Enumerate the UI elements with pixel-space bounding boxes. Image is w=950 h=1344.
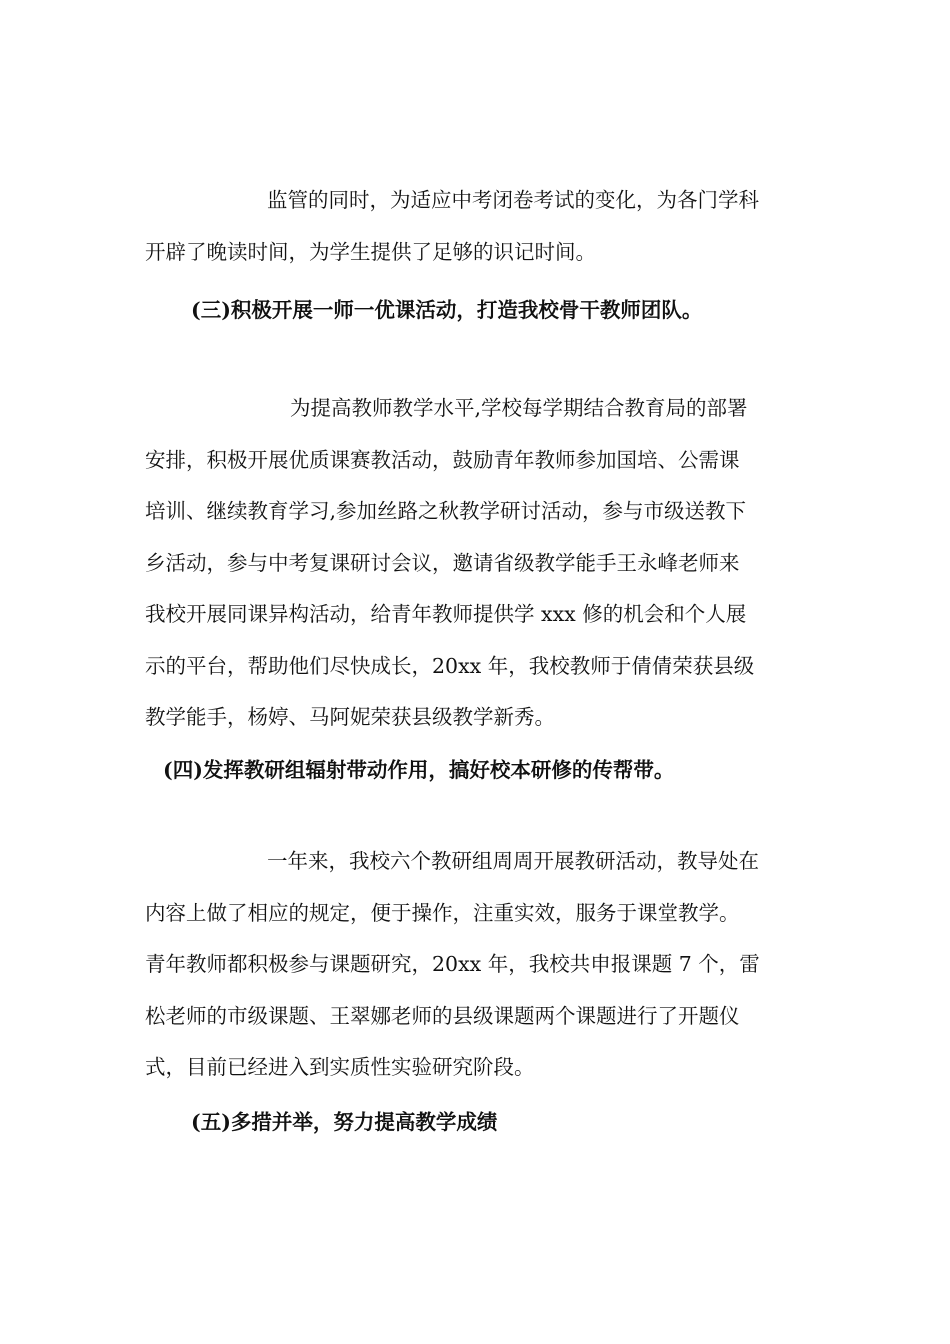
paragraph-line: 安排，积极开展优质课赛教活动，鼓励青年教师参加国培、公需课 bbox=[145, 447, 740, 472]
paragraph-line: 内容上做了相应的规定，便于操作，注重实效，服务于课堂教学。 bbox=[145, 900, 740, 925]
paragraph-line: 示的平台，帮助他们尽快成长，20xx 年，我校教师于倩倩荣获县级 bbox=[145, 653, 755, 678]
paragraph-1 bbox=[145, 175, 807, 278]
section-heading-4: (四)发挥教研组辐射带动作用，搞好校本研修的传帮带。 bbox=[163, 758, 675, 782]
paragraph-line: 青年教师都积极参与课题研究，20xx 年，我校共申报课题 7 个，雷 bbox=[145, 952, 760, 976]
paragraph-line: 为提高教师教学水平,学校每学期结合教育局的部署 bbox=[290, 396, 748, 420]
section-heading-3: (三)积极开展一师一优课活动，打造我校骨干教师团队。 bbox=[191, 298, 703, 322]
paragraph-line: 教学能手，杨婷、马阿妮荣获县级教学新秀。 bbox=[145, 705, 555, 729]
paragraph-line: 我校开展同课异构活动，给青年教师提供学 xxx 修的机会和个人展 bbox=[145, 602, 747, 626]
paragraph-line: 开辟了晚读时间，为学生提供了足够的识记时间。 bbox=[145, 239, 596, 264]
paragraph-line: 松老师的市级课题、王翠娜老师的县级课题两个课题进行了开题仪 bbox=[145, 1003, 740, 1028]
paragraph-3 bbox=[145, 836, 807, 1094]
paragraph-line: 培训、继续教育学习,参加丝路之秋教学研讨活动，参与市级送教下 bbox=[145, 499, 747, 523]
paragraph-line: 一年来，我校六个教研组周周开展教研活动，教导处在 bbox=[267, 849, 759, 873]
paragraph-line: 式，目前已经进入到实质性实验研究阶段。 bbox=[145, 1055, 535, 1079]
section-heading-5: (五)多措并举，努力提高教学成绩 bbox=[191, 1110, 498, 1134]
paragraph-line: 乡活动，参与中考复课研讨会议，邀请省级教学能手王永峰老师来 bbox=[145, 550, 740, 575]
paragraph-line: 监管的同时，为适应中考闭卷考试的变化，为各门学科 bbox=[267, 188, 759, 212]
paragraph-2 bbox=[145, 383, 807, 744]
